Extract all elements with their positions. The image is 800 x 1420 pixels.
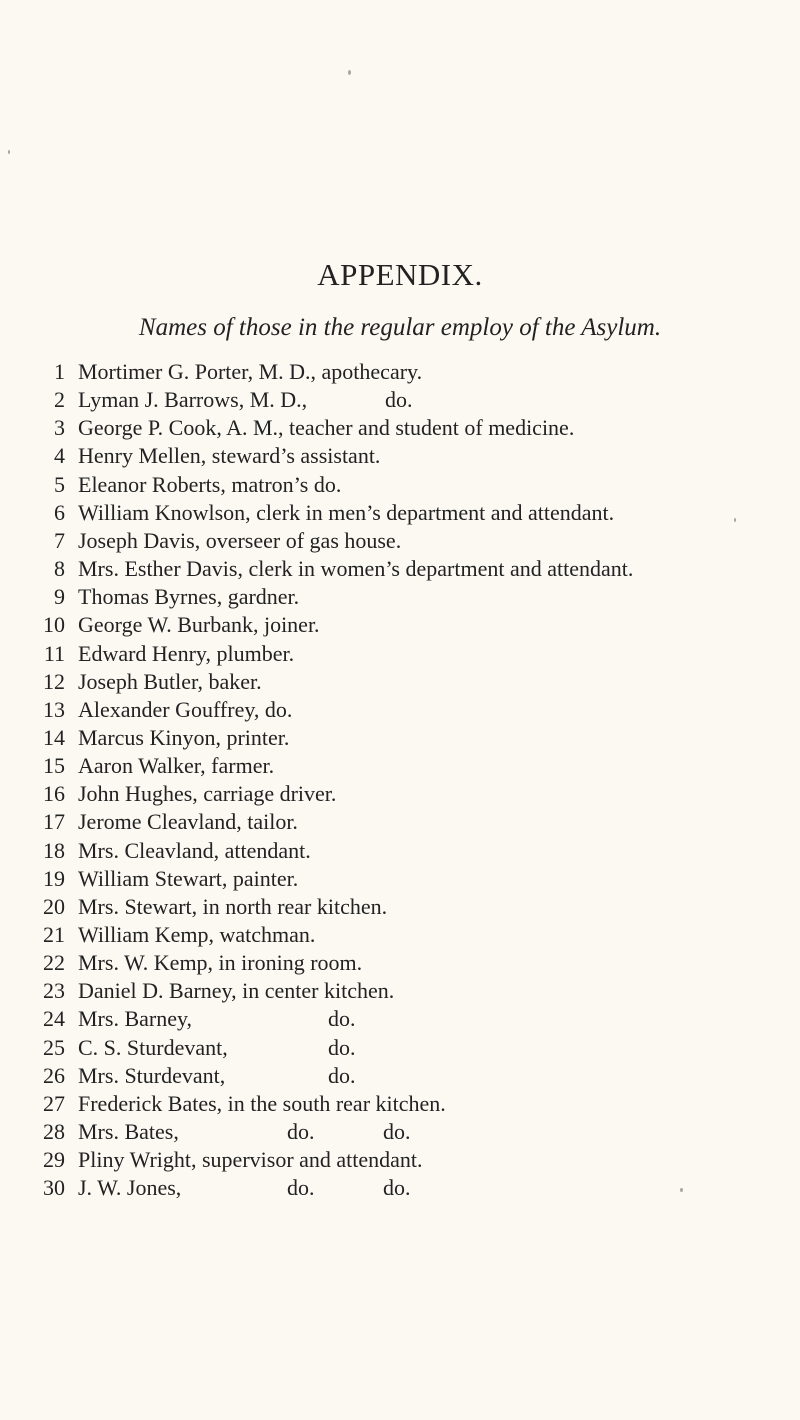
entry-number: 23 — [43, 978, 65, 1004]
list-item — [0, 1172, 800, 1204]
entry-text: Mrs. Esther Davis, clerk in women’s department and attendant. — [78, 556, 634, 582]
entry-text: William Knowlson, clerk in men’s department and attendant. — [78, 499, 615, 525]
entry-number: 10 — [43, 612, 65, 638]
entry-text: Mrs. W. Kemp, in ironing room. — [78, 950, 363, 976]
entry-text: William Stewart, painter. — [78, 865, 299, 891]
ink-speck — [8, 150, 10, 154]
entry-text: J. W. Jones, — [78, 1175, 182, 1201]
entry-text: Edward Henry, plumber. — [78, 640, 295, 666]
entry-text: George P. Cook, A. M., teacher and student of medicine. — [78, 415, 575, 441]
entry-text: Mrs. Bates, — [78, 1119, 179, 1145]
entry-text: Mrs. Stewart, in north rear kitchen. — [78, 893, 388, 919]
entry-number: 16 — [43, 781, 65, 807]
entry-text: Joseph Davis, overseer of gas house. — [78, 527, 402, 553]
entry-number: 29 — [43, 1147, 65, 1173]
entry-text: Frederick Bates, in the south rear kitchen. — [78, 1090, 446, 1116]
entry-text: Alexander Gouffrey, do. — [78, 696, 293, 722]
entry-text: Mrs. Sturdevant, — [78, 1062, 226, 1088]
entry-number: 24 — [43, 1006, 65, 1032]
entry-text: Eleanor Roberts, matron’s do. — [78, 471, 342, 497]
entry-number: 5 — [54, 471, 65, 497]
entry-number: 20 — [43, 893, 65, 919]
ditto-mark: do. — [383, 1175, 411, 1201]
entry-number: 25 — [43, 1034, 65, 1060]
entry-number: 21 — [43, 922, 65, 947]
ditto-mark: do. — [328, 1034, 356, 1060]
ditto-mark: do. — [287, 1119, 315, 1145]
ditto-mark: do. — [383, 1119, 411, 1145]
ditto-mark: do. — [328, 1006, 356, 1032]
page-title: APPENDIX. — [317, 257, 483, 292]
entry-number: 17 — [43, 809, 65, 835]
entry-text: Mortimer G. Porter, M. D., apothecary. — [78, 359, 423, 384]
entry-number: 19 — [43, 865, 65, 891]
ditto-mark: do. — [287, 1175, 315, 1201]
entry-number: 15 — [43, 753, 65, 779]
entry-number: 30 — [43, 1175, 65, 1201]
entry-text: Henry Mellen, steward’s assistant. — [78, 443, 381, 469]
entry-text: Thomas Byrnes, gardner. — [78, 584, 300, 610]
entry-number: 14 — [43, 724, 65, 750]
entry-text: C. S. Sturdevant, — [78, 1034, 228, 1060]
entry-number: 28 — [43, 1119, 65, 1145]
entry-number: 18 — [43, 837, 65, 863]
entry-text: Mrs. Barney, — [78, 1006, 193, 1032]
entry-number: 2 — [54, 387, 65, 413]
ink-speck — [348, 70, 351, 75]
entry-text: Lyman J. Barrows, M. D., — [78, 387, 308, 413]
entry-text: George W. Burbank, joiner. — [78, 612, 320, 638]
entry-number: 9 — [54, 584, 65, 610]
page-subtitle: Names of those in the regular employ of the Asylum. — [138, 314, 662, 341]
entry-number: 7 — [54, 527, 65, 553]
entry-text: Daniel D. Barney, in center kitchen. — [78, 978, 395, 1004]
entry-text: Aaron Walker, farmer. — [78, 753, 275, 779]
entry-number: 6 — [54, 499, 65, 525]
entry-number: 26 — [43, 1062, 65, 1088]
entry-number: 8 — [54, 556, 65, 582]
entry-text: John Hughes, carriage driver. — [78, 781, 337, 807]
entry-text: Mrs. Cleavland, attendant. — [78, 837, 311, 863]
entry-text: Pliny Wright, supervisor and attendant. — [78, 1147, 423, 1173]
entry-number: 4 — [54, 443, 65, 469]
entry-number: 27 — [43, 1090, 65, 1116]
entry-number: 13 — [43, 696, 65, 722]
entry-number: 1 — [54, 359, 65, 384]
entry-text: Marcus Kinyon, printer. — [78, 724, 290, 750]
entry-number: 12 — [43, 668, 65, 694]
entry-text: Jerome Cleavland, tailor. — [78, 809, 298, 835]
entry-number: 3 — [54, 415, 65, 441]
ditto-mark: do. — [328, 1062, 356, 1088]
entry-text: Joseph Butler, baker. — [78, 668, 262, 694]
ditto-mark: do. — [385, 387, 413, 413]
entry-text: William Kemp, watchman. — [78, 922, 316, 947]
entry-number: 11 — [43, 640, 65, 666]
entry-number: 22 — [43, 950, 65, 976]
